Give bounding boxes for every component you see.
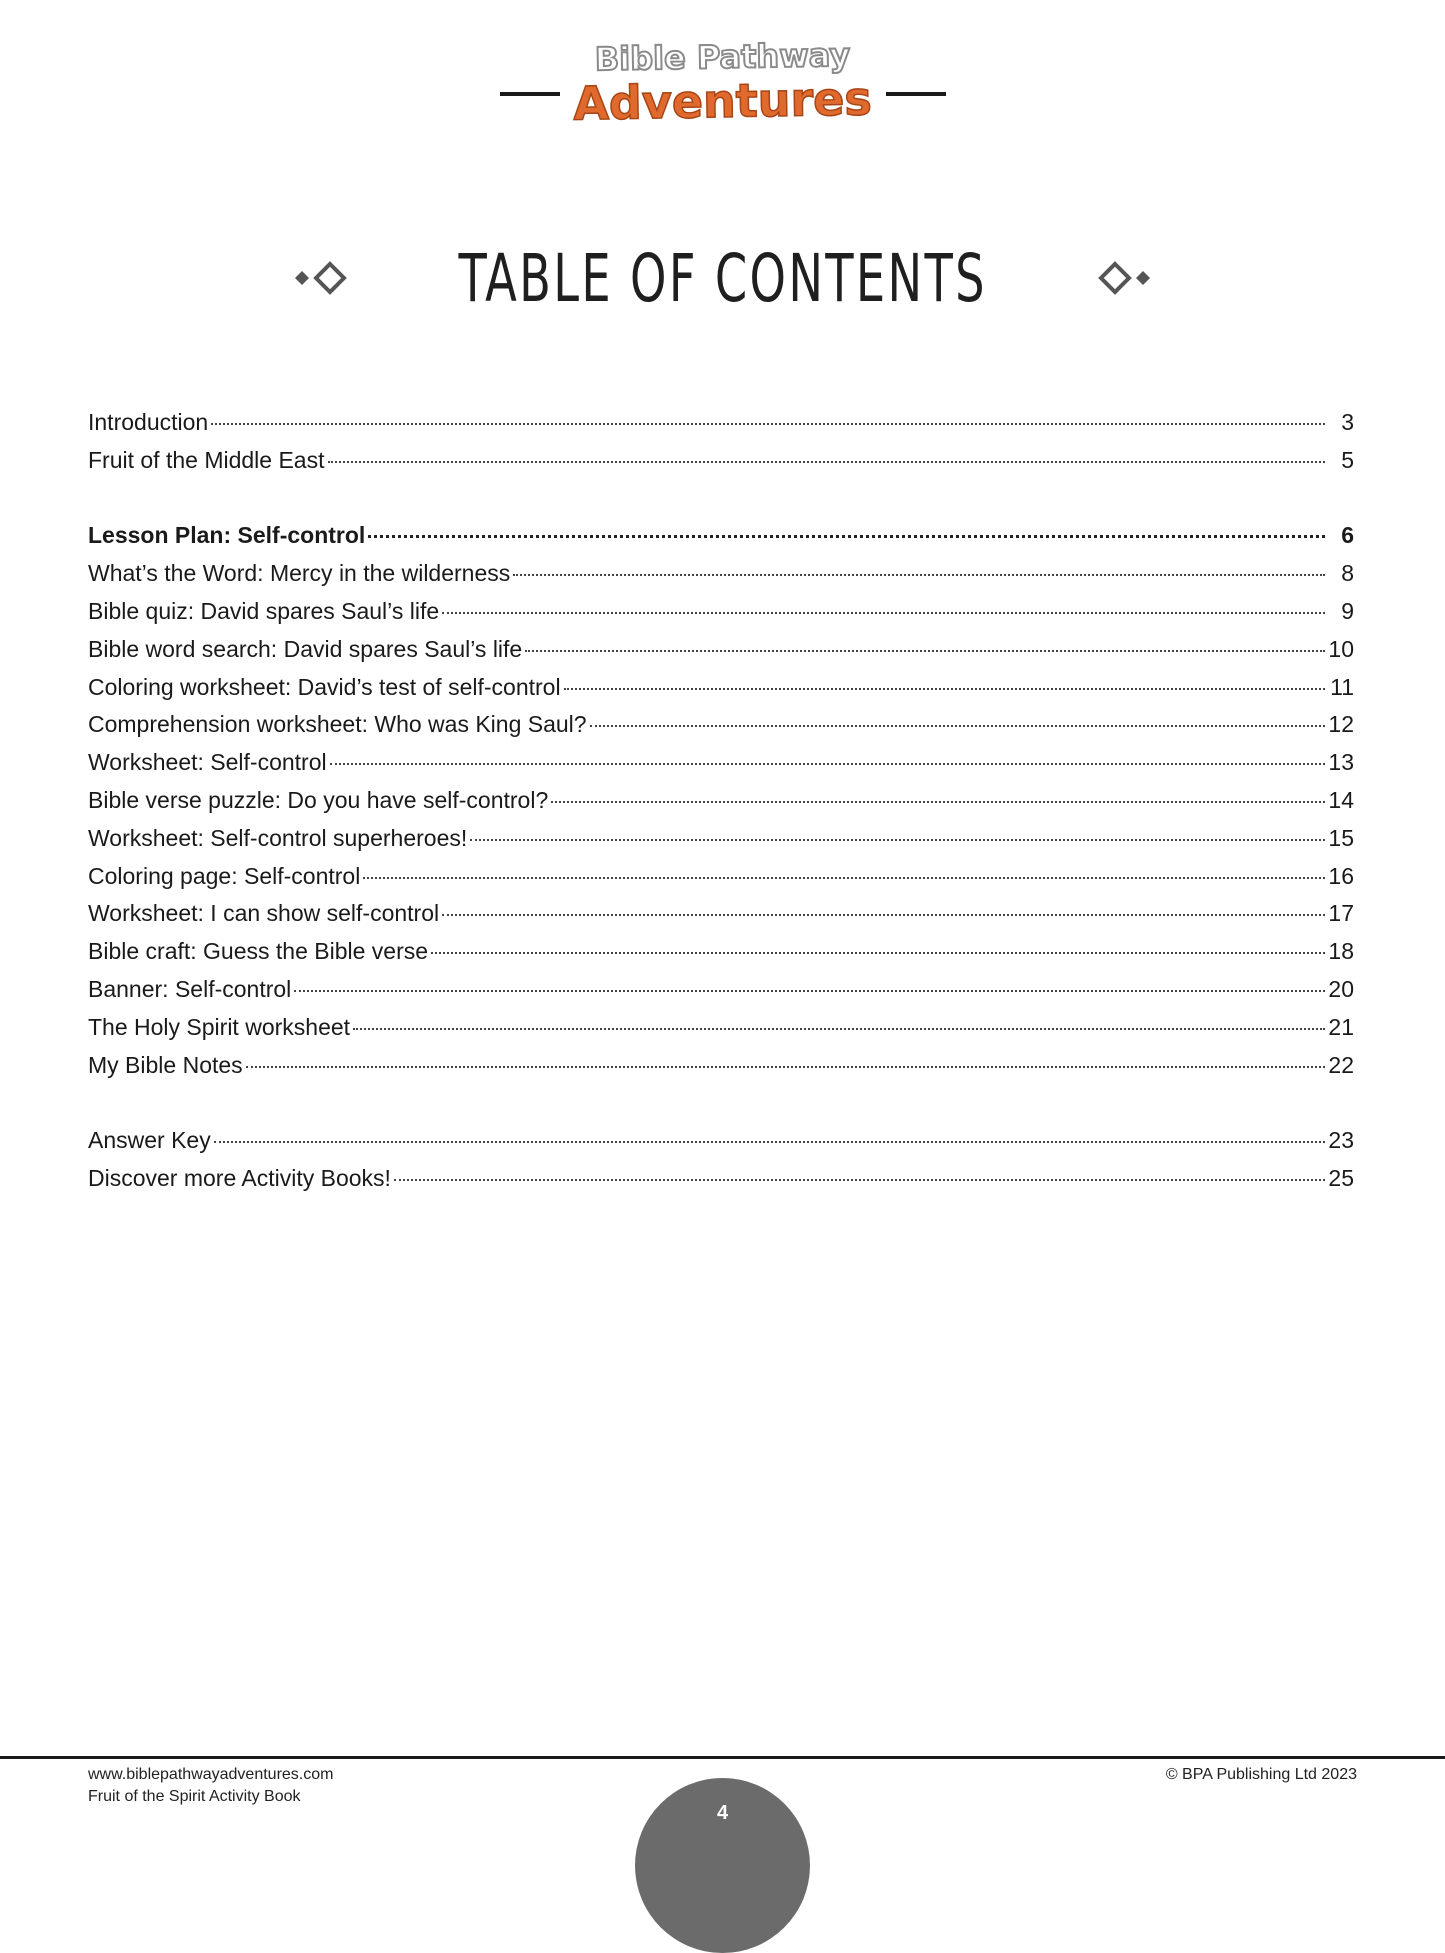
footer-copyright: © BPA Publishing Ltd 2023 <box>1165 1766 1357 1783</box>
toc-leader-dots <box>294 990 1325 992</box>
toc-entry-page: 12 <box>1328 711 1354 738</box>
toc-entry-label: Bible word search: David spares Saul’s life <box>88 635 523 662</box>
toc-entry-label: Worksheet: Self-control <box>88 749 327 776</box>
toc-entry-page: 6 <box>1341 522 1354 549</box>
toc-entry[interactable] <box>88 442 1354 480</box>
toc-leader-dots <box>470 839 1325 841</box>
toc-entry-label: Coloring worksheet: David’s test of self-control <box>88 673 561 700</box>
toc-leader-dots <box>551 801 1325 803</box>
toc-entry-page: 23 <box>1328 1127 1354 1154</box>
toc-entry-page: 11 <box>1330 673 1354 700</box>
toc-entry-page: 16 <box>1328 862 1354 889</box>
toc-leader-dots <box>394 1179 1325 1181</box>
toc-entry-page: 21 <box>1328 1013 1354 1040</box>
toc-leader-dots <box>330 763 1325 765</box>
toc-leader-dots <box>368 535 1325 538</box>
toc-leader-dots <box>442 612 1325 614</box>
toc-leader-dots <box>353 1028 1325 1030</box>
toc-entry-label: Banner: Self-control <box>88 975 292 1002</box>
toc-entry-label: Introduction <box>88 409 209 435</box>
toc-entry-label: Coloring page: Self-control <box>88 862 361 889</box>
toc-entry[interactable] <box>88 593 1354 631</box>
toc-entry-label: My Bible Notes <box>88 1051 243 1078</box>
toc-spacer <box>88 480 1354 518</box>
toc-entry[interactable] <box>88 1009 1354 1047</box>
toc-entry[interactable] <box>88 517 1354 555</box>
toc-entry-label: Lesson Plan: Self-control <box>88 522 366 549</box>
toc-entry[interactable] <box>88 971 1354 1009</box>
toc-entry-label: Bible craft: Guess the Bible verse <box>88 938 429 965</box>
diamond-ornament-icon <box>290 258 354 298</box>
footer-left <box>88 1764 333 1808</box>
toc-entry[interactable] <box>88 895 1354 933</box>
toc-leader-dots <box>564 688 1325 690</box>
toc-entry-page: 9 <box>1341 597 1354 624</box>
toc-entry-label: Fruit of the Middle East <box>88 446 325 473</box>
footer-divider <box>0 1756 1445 1759</box>
toc-entry-page: 17 <box>1328 900 1354 927</box>
toc-entry[interactable] <box>88 631 1354 669</box>
toc-entry-page: 14 <box>1328 786 1354 813</box>
toc-entry-label: What’s the Word: Mercy in the wilderness <box>88 560 511 587</box>
toc-entry[interactable] <box>88 555 1354 593</box>
page-number: 4 <box>716 1802 729 1824</box>
toc-entry-page: 20 <box>1328 975 1354 1002</box>
toc-entry-page: 18 <box>1328 938 1354 965</box>
toc-entry-page: 25 <box>1328 1164 1354 1191</box>
diamond-ornament-icon <box>1091 258 1155 298</box>
toc-entry[interactable] <box>88 1160 1354 1198</box>
logo-text-top: Bible Pathway <box>594 35 851 79</box>
toc-leader-dots <box>590 725 1325 727</box>
toc-entry[interactable] <box>88 1047 1354 1085</box>
toc-entry[interactable] <box>88 1122 1354 1160</box>
toc-entry-label: Discover more Activity Books! <box>88 1164 391 1191</box>
toc-entry[interactable] <box>88 404 1354 442</box>
toc-entry[interactable] <box>88 820 1354 858</box>
toc-leader-dots <box>525 650 1325 652</box>
toc-entry[interactable] <box>88 744 1354 782</box>
toc-leader-dots <box>328 461 1326 463</box>
toc-entry-page: 13 <box>1328 749 1354 776</box>
toc-entry-page: 10 <box>1328 635 1354 662</box>
title-row <box>0 238 1445 318</box>
toc-entry-page: 15 <box>1328 824 1354 851</box>
toc-leader-dots <box>211 423 1325 425</box>
logo-text-bottom: Adventures <box>572 71 873 131</box>
toc-entry[interactable] <box>88 782 1354 820</box>
toc-entry-label: Worksheet: Self-control superheroes! <box>88 824 468 851</box>
toc-leader-dots <box>214 1141 1325 1143</box>
toc-entry-label: The Holy Spirit worksheet <box>88 1013 351 1040</box>
toc-entry-label: Bible quiz: David spares Saul’s life <box>88 597 440 624</box>
toc-leader-dots <box>431 952 1325 954</box>
toc-entry-page: 22 <box>1328 1051 1354 1078</box>
toc-entry-page: 8 <box>1341 560 1354 587</box>
toc-entry-label: Comprehension worksheet: Who was King Saul? <box>88 711 587 738</box>
toc-entry[interactable] <box>88 933 1354 971</box>
toc-entry-page: 5 <box>1341 446 1354 473</box>
toc-entry-page: 3 <box>1341 409 1354 435</box>
toc-leader-dots <box>513 574 1325 576</box>
footer-book-title: Fruit of the Spirit Activity Book <box>88 1788 301 1805</box>
toc-entry-label: Bible verse puzzle: Do you have self-control? <box>88 786 549 813</box>
toc-entry[interactable] <box>88 858 1354 896</box>
toc-leader-dots <box>363 877 1325 879</box>
toc-spacer <box>88 1084 1354 1122</box>
toc-entry-label: Worksheet: I can show self-control <box>88 900 440 927</box>
footer-website[interactable]: www.biblepathwayadventures.com <box>88 1766 334 1783</box>
toc-leader-dots <box>442 914 1325 916</box>
toc-entry[interactable] <box>88 669 1354 707</box>
toc-entry[interactable] <box>88 706 1354 744</box>
table-of-contents <box>88 404 1354 1198</box>
toc-entry-label: Answer Key <box>88 1127 211 1154</box>
logo <box>0 35 1445 138</box>
page-title: TABLE OF CONTENTS <box>458 239 987 317</box>
toc-leader-dots <box>246 1066 1325 1068</box>
